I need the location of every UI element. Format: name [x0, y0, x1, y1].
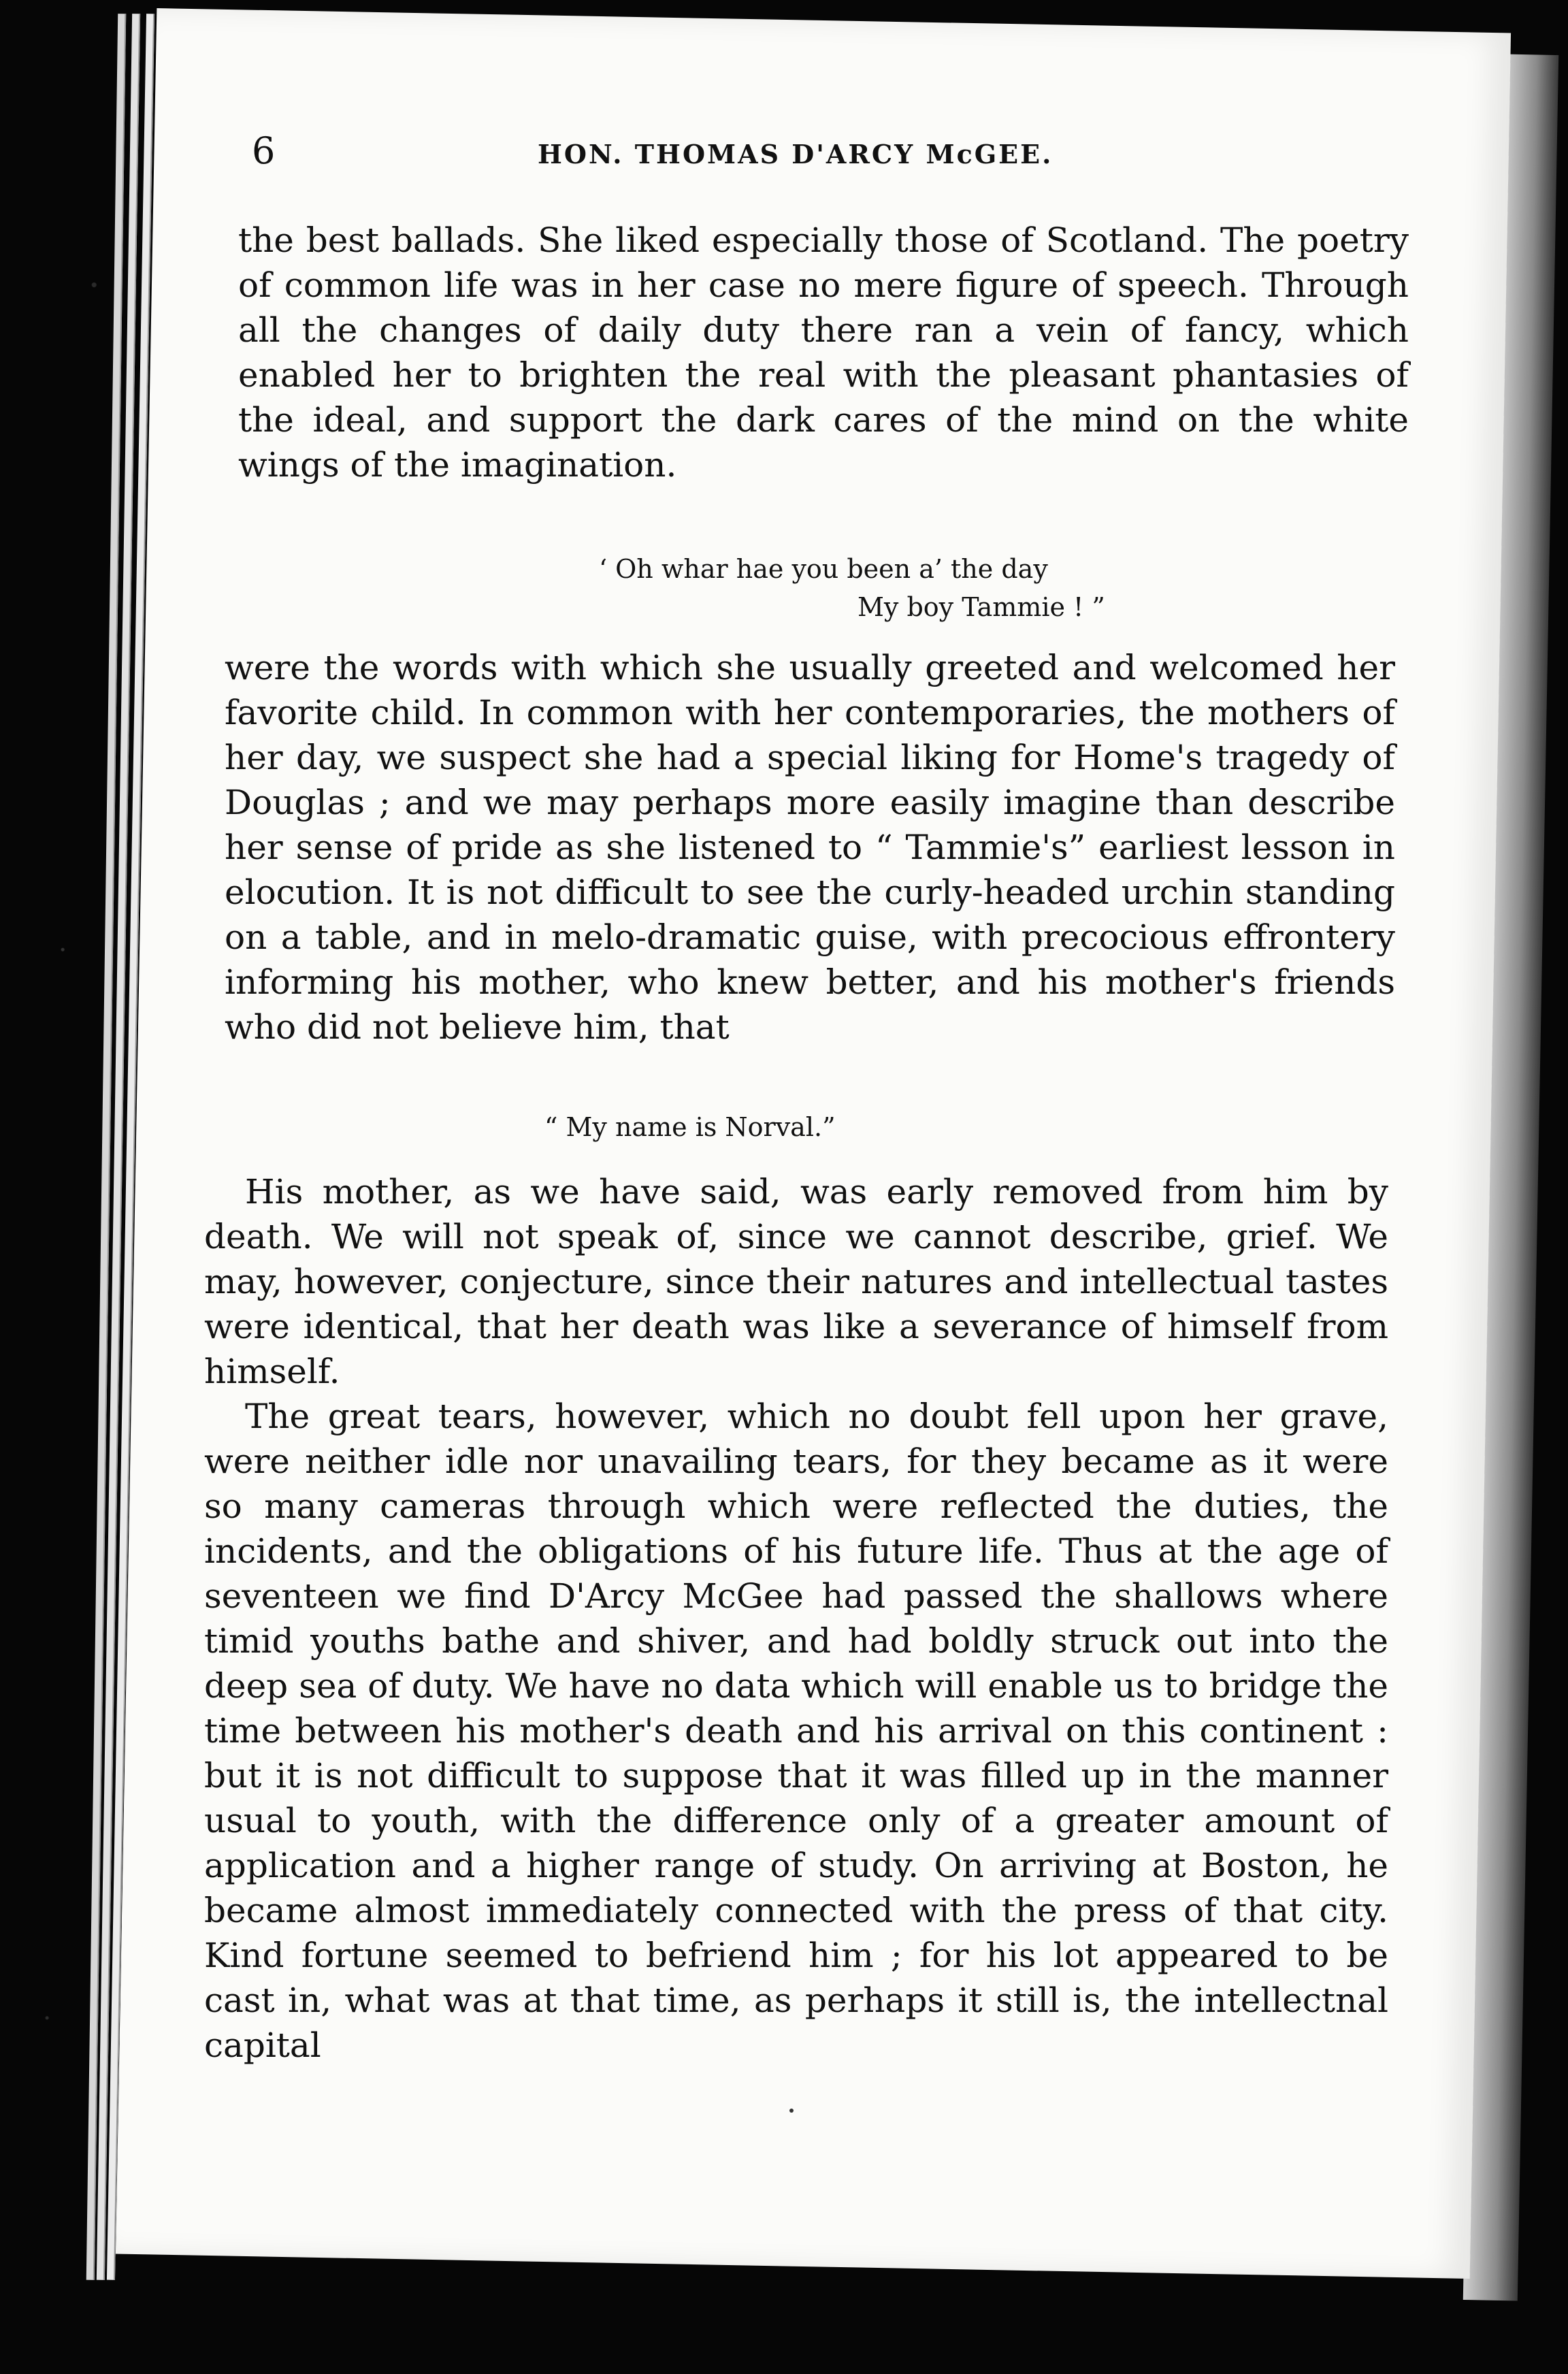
verse-line: My boy Tammie ! ” — [858, 592, 1105, 622]
page-number: 6 — [252, 129, 276, 172]
paragraph-text: The great tears, however, which no doubt fell upon her grave, were neither idle nor unavailing tears, for they became as it were so many cameras through which were reflected the duties, the incidents, and the obligations of his future life. Thus at the age of seventeen we find D'Arcy McGee had passed the shallows where timid youths bathe and shiver, and had boldly struck out into the deep sea of duty. We have no data which will enable us to bridge the time between his mother's death and his arrival on this continent : but it is not difficult to suppose that it was filled up in the manner usual to youth, with the difference only of a greater amount of application and a higher range of study. On arriving at Boston, he became almost immediately connected with the press of that city. Kind fortune seemed to befriend him ; for his lot appeared to be cast in, what was at that time, as perhaps it still is, the intellectnal capital — [204, 1397, 1388, 2065]
paragraph-3 — [204, 1169, 1388, 2068]
scan-speck — [789, 2109, 794, 2113]
paragraph-text: His mother, as we have said, was early removed from him by death. We will not speak of, since we cannot describe, grief. We may, however, conjecture, since their natures and intellectual tastes were identical, that her death was like a severance of himself from himself. — [204, 1172, 1388, 1391]
paragraph-text: were the words with which she usually greeted and welcomed her favorite child. In common with her contemporaries, the mothers of her day, we suspect she had a special liking for Home's tragedy of Douglas ; and we may perhaps more easily imagine than describe her sense of pride as she listened to “ Tammie's” earliest lesson in elocution. It is not difficult to see the curly-headed urchin standing on a table, and in melo-dramatic guise, with precocious effrontery informing his mother, who knew better, and his mother's friends who did not believe him, that — [225, 648, 1395, 1047]
paragraph-2 — [225, 645, 1395, 1050]
verse-quotation-1 — [599, 550, 1279, 626]
paragraph-1 — [238, 218, 1409, 487]
verse-line: “ My name is Norval.” — [544, 1112, 836, 1142]
verse-quotation-2 — [544, 1108, 1157, 1146]
paragraph-text: the best ballads. She liked especially those of Scotland. The poetry of common life was in her case no mere figure of speech. Through all the changes of daily duty there ran a vein of fancy, which enabled her to brighten the real with the pleasant phantasies of the ideal, and support the dark cares of the mind on the white wings of the imagination. — [238, 221, 1409, 485]
verse-line: ‘ Oh whar hae you been a’ the day — [599, 554, 1048, 584]
running-head: HON. THOMAS D'ARCY McGEE. — [538, 139, 1054, 169]
page-header — [252, 129, 1409, 191]
